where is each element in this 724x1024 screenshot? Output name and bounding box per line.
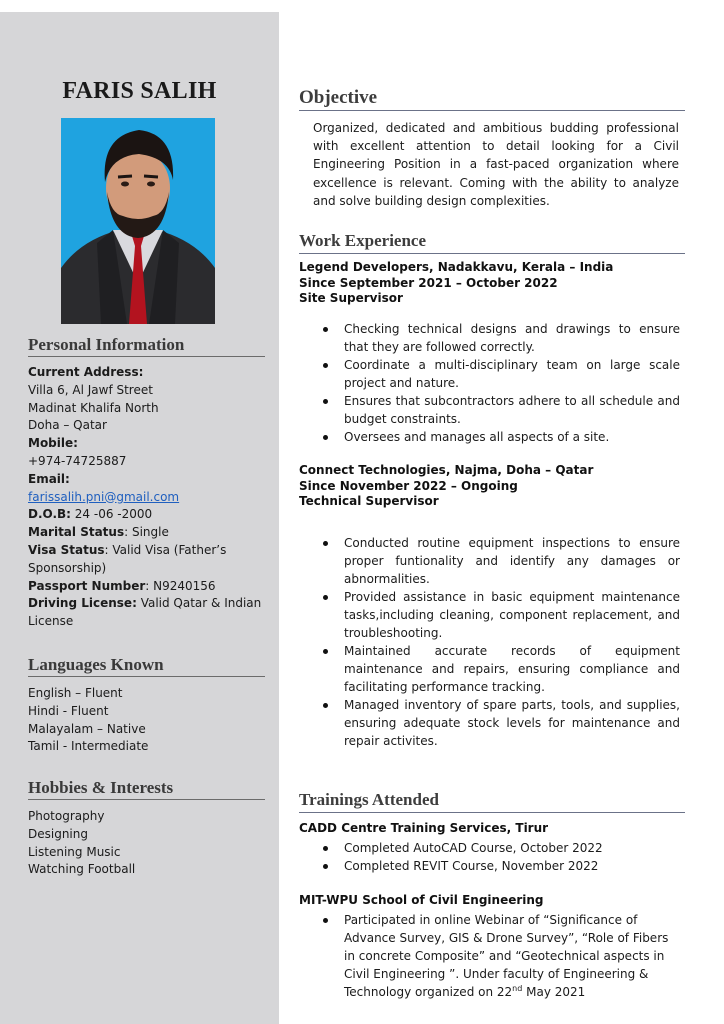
- job-role: Site Supervisor: [299, 291, 403, 305]
- license-label: Driving License:: [28, 596, 137, 611]
- job-role: Technical Supervisor: [299, 494, 439, 508]
- training-institution: MIT-WPU School of Civil Engineering: [299, 893, 544, 907]
- personal-info-section: [28, 364, 268, 631]
- languages-heading: Languages Known: [28, 655, 265, 677]
- training-list: [320, 911, 680, 1001]
- visa-label: Visa Status: [28, 542, 105, 557]
- visa-value: : Valid Visa (Father’s Sponsorship): [28, 542, 227, 575]
- address-line: Doha – Qatar: [28, 418, 107, 433]
- hobbies-list: [28, 808, 268, 879]
- language-item: English – Fluent: [28, 686, 123, 700]
- job-header: [299, 260, 689, 307]
- hobby-item: Watching Football: [28, 862, 136, 877]
- webinar-date: May 2021: [522, 985, 586, 999]
- personal-info-heading: Personal Information: [28, 335, 265, 357]
- objective-heading: Objective: [299, 87, 685, 111]
- license-value: Valid Qatar & Indian License: [28, 596, 262, 629]
- list-item: Provided assistance in basic equipment maintenance tasks,including cleaning, component replacement, and troubleshooting.: [320, 588, 680, 642]
- work-experience-heading: Work Experience: [299, 230, 685, 254]
- candidate-name: FARIS SALIH: [62, 78, 217, 104]
- list-item: Completed AutoCAD Course, October 2022: [320, 839, 680, 857]
- hobbies-heading: Hobbies & Interests: [28, 778, 265, 800]
- dob-label: D.O.B:: [28, 507, 71, 522]
- language-item: Tamil - Intermediate: [28, 739, 149, 754]
- date-suffix: nd: [512, 984, 523, 993]
- mobile-number: +974-74725887: [28, 453, 127, 468]
- list-item: Completed REVIT Course, November 2022: [320, 857, 680, 875]
- job-company: Connect Technologies, Najma, Doha – Qatar: [299, 463, 594, 477]
- training-institution: CADD Centre Training Services, Tirur: [299, 821, 549, 835]
- passport-value: : N9240156: [145, 578, 216, 593]
- training-list: [320, 839, 680, 875]
- job-period: Since November 2022 – Ongoing: [299, 478, 518, 493]
- list-item: Ensures that subcontractors adhere to all schedule and budget constraints.: [320, 392, 680, 428]
- email-label: Email:: [28, 471, 70, 486]
- address-line: Villa 6, Al Jawf Street: [28, 382, 153, 397]
- list-item: Maintained accurate records of equipment maintenance and repairs, ensuring compliance and facilitating performance tracking.: [320, 642, 680, 696]
- languages-list: [28, 685, 268, 756]
- job-duties-list: [320, 320, 680, 446]
- language-item: Hindi - Fluent: [28, 703, 109, 718]
- list-item: Conducted routine equipment inspections to ensure proper funtionality and identify any damages or abnormalities.: [320, 534, 680, 588]
- list-item: Checking technical designs and drawings to ensure that they are followed correctly.: [320, 320, 680, 356]
- list-item: Oversees and manages all aspects of a site.: [320, 428, 680, 446]
- profile-photo: [61, 118, 215, 324]
- list-item: Coordinate a multi-disciplinary team on large scale project and nature.: [320, 356, 680, 392]
- address-label: Current Address:: [28, 365, 144, 379]
- address-line: Madinat Khalifa North: [28, 400, 159, 415]
- job-company: Legend Developers, Nadakkavu, Kerala – India: [299, 260, 614, 274]
- webinar-text: Participated in online Webinar of “Significance of Advance Survey, GIS & Drone Survey”, “Role of Fibers in concrete Composite” and “Geotechnical aspects in Civil Engineering ”. Under faculty of Engineering & Technology organized on 22: [344, 913, 669, 999]
- hobby-item: Listening Music: [28, 844, 121, 859]
- hobby-item: Designing: [28, 826, 88, 841]
- marital-value: : Single: [124, 525, 169, 540]
- objective-text: Organized, dedicated and ambitious budding professional with excellent attention to detail looking for a Civil Engineering Position in a fast-paced organization where excellence is relevant. Coming with the ability to analyze and solve building design complexities.: [313, 121, 679, 208]
- job-header: [299, 463, 689, 510]
- job-duties-list: [320, 534, 680, 750]
- trainings-heading: Trainings Attended: [299, 789, 685, 813]
- email-link[interactable]: farissalih.pni@gmail.com: [28, 489, 180, 504]
- list-item: [320, 911, 680, 1001]
- job-period: Since September 2021 – October 2022: [299, 275, 558, 290]
- dob-value: 24 -06 -2000: [70, 507, 153, 522]
- language-item: Malayalam – Native: [28, 721, 146, 736]
- passport-label: Passport Number: [28, 578, 146, 593]
- hobby-item: Photography: [28, 809, 105, 823]
- marital-label: Marital Status: [28, 525, 125, 540]
- list-item: Managed inventory of spare parts, tools, and supplies, ensuring adequate stock levels for maintenance and repair activites.: [320, 696, 680, 750]
- mobile-label: Mobile:: [28, 436, 78, 451]
